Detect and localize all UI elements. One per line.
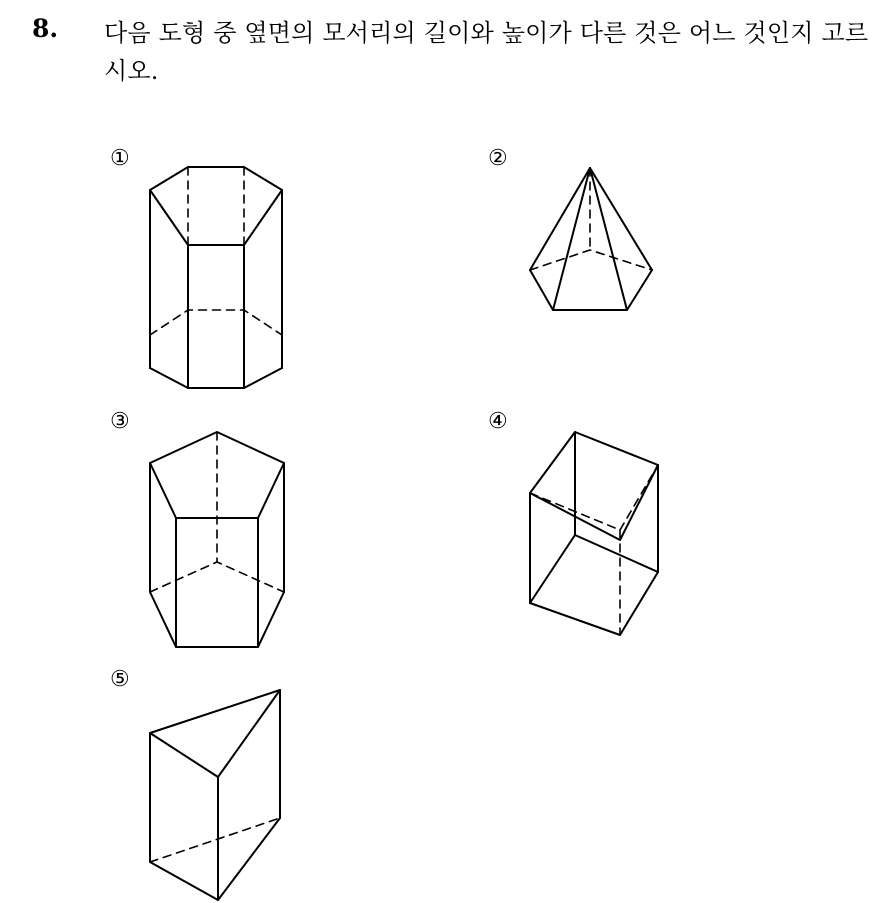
option-4-quadrilateral-prism-figure <box>530 432 658 635</box>
option-2-pentagonal-pyramid-figure <box>530 168 652 310</box>
option-2-marker: ② <box>488 146 508 171</box>
option-3-marker: ③ <box>110 409 130 434</box>
option-5-marker: ⑤ <box>110 667 130 692</box>
option-1-marker: ① <box>110 146 130 171</box>
question-text: 다음 도형 중 옆면의 모서리의 길이와 높이가 다른 것은 어느 것인지 고르시오. <box>104 19 869 85</box>
option-4-marker: ④ <box>488 409 508 434</box>
question-number: 8. <box>32 14 59 43</box>
option-3-pentagonal-prism-figure <box>150 432 284 647</box>
option-1-hexagonal-prism-figure <box>150 167 282 388</box>
option-5-triangular-prism-figure <box>150 690 280 900</box>
